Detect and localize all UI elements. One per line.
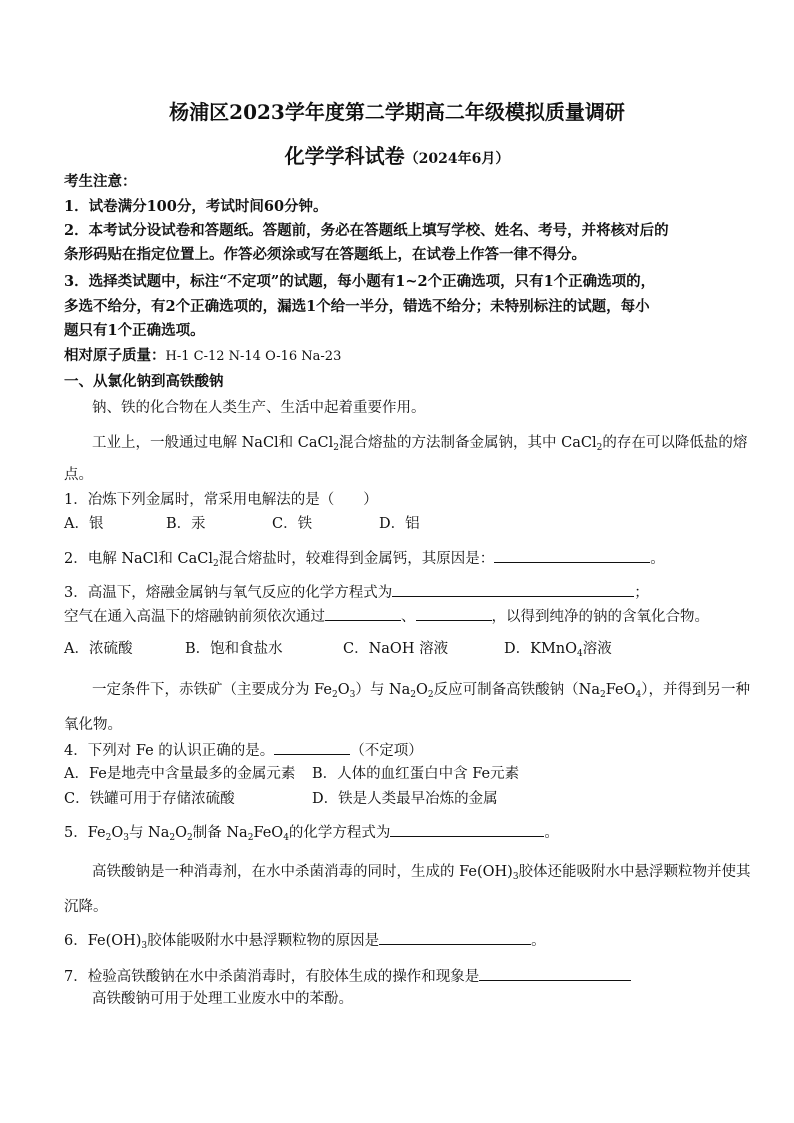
section-intro: 钠、铁的化合物在人类生产、生活中起着重要作用。 — [92, 400, 426, 416]
q4-option-c: C．铁罐可用于存储浓硫酸 — [64, 791, 235, 807]
question-2: 2．电解 NaCl和 CaCl$_2$混合熔盐时，较难得到金属钙，其原因是： 。 — [64, 548, 665, 569]
q1-option-c: C．铁 — [272, 516, 313, 532]
exam-date: （2024年6月） — [404, 151, 510, 167]
q3-blank-1[interactable] — [325, 606, 401, 621]
question-3b: 空气在通入高温下的熔融钠前须依次通过 、 ，以得到纯净的钠的含氧化合物。 — [64, 606, 709, 627]
q3-option-d: D．KMnO$_4$溶液 — [504, 641, 612, 659]
q1-option-a: A．银 — [64, 516, 104, 532]
q4-answer-blank[interactable] — [274, 740, 350, 755]
q1-option-d: D．铝 — [379, 516, 420, 532]
question-6: 6．$Fe(OH)_3$胶体能吸附水中悬浮颗粒物的原因是 。 — [64, 930, 546, 951]
q3-blank-2[interactable] — [416, 606, 492, 621]
q3-option-a: A．浓硫酸 — [64, 641, 133, 657]
notice-item-3b: 多选不给分，有2个正确选项的，漏选1个给一半分，错选不给分；未特别标注的试题，每小 — [64, 298, 650, 315]
exam-subtitle — [0, 140, 794, 169]
atomic-mass-values: H-1 C-12 N-14 O-16 Na-23 — [165, 349, 342, 364]
paragraph-2-end: 氧化物。 — [64, 717, 122, 733]
notice-item-3c: 题只有1个正确选项。 — [64, 322, 205, 339]
paragraph-2: 一定条件下，赤铁矿（主要成分为 $Fe_2O_3$）与 $Na_2O_2$反应可制备高铁酸钠$(Na_2FeO_4)$，并得到另一种 — [92, 682, 750, 700]
q4-option-b: B．人体的血红蛋白中含 Fe元素 — [312, 766, 520, 782]
q3-option-b: B．饱和食盐水 — [185, 641, 283, 657]
q1-option-b: B．汞 — [166, 516, 206, 532]
q4-option-a: A．Fe是地壳中含量最多的金属元素 — [64, 766, 296, 782]
exam-title: 杨浦区2023学年度第二学期高二年级模拟质量调研 — [169, 100, 625, 124]
notice-item-1: 1．试卷满分100分，考试时间60分钟。 — [64, 198, 328, 215]
question-7: 7．检验高铁酸钠在水中杀菌消毒时，有胶体生成的操作和现象是 — [64, 966, 631, 987]
q6-answer-blank[interactable] — [379, 930, 531, 945]
paragraph-3: 高铁酸钠是一种消毒剂，在水中杀菌消毒的同时，生成的 $Fe(OH)_3$胶体还能吸附水中悬浮颗粒物并使其 — [92, 864, 751, 882]
q4-option-d: D．铁是人类最早冶炼的金属 — [312, 791, 498, 807]
notice-item-2b: 条形码贴在指定位置上。作答必须涂或写在答题纸上，在试卷上作答一律不得分。 — [64, 246, 586, 263]
question-1: 1．冶炼下列金属时，常采用电解法的是（ ） — [64, 492, 378, 508]
section-heading: 一、从氯化钠到高铁酸钠 — [64, 373, 224, 390]
atomic-mass-label: 相对原子质量： — [64, 347, 166, 364]
question-5: 5．$Fe_2O_3$与 $Na_2O_2$制备 $Na_2FeO_4$的化学方程式为 。 — [64, 822, 559, 843]
subject-title: 化学学科试卷 — [284, 144, 405, 168]
notice-heading: 考生注意： — [64, 173, 137, 190]
q7-answer-blank[interactable] — [479, 966, 631, 981]
notice-item-2a: 2．本考试分设试卷和答题纸。答题前，务必在答题纸上填写学校、姓名、考号，并将核对后的 — [64, 222, 669, 239]
paragraph-4: 高铁酸钠可用于处理工业废水中的苯酚。 — [92, 991, 353, 1007]
paragraph-1: 工业上，一般通过电解 NaCl和 CaCl$_2$混合熔盐的方法制备金属钠，其中 CaCl$_2$的存在可以降低盐的熔 — [92, 435, 748, 453]
paragraph-1-end: 点。 — [64, 467, 93, 483]
atomic-mass-line — [64, 346, 341, 367]
q2-answer-blank[interactable] — [494, 548, 650, 563]
question-4: 4．下列对 Fe 的认识正确的是。 （不定项） — [64, 740, 423, 761]
notice-item-3a: 3．选择类试题中，标注“不定项”的试题，每小题有1~2个正确选项，只有1个正确选项的， — [64, 273, 656, 290]
paragraph-3-end: 沉降。 — [64, 899, 108, 915]
question-3a: 3．高温下，熔融金属钠与氧气反应的化学方程式为 ； — [64, 582, 649, 603]
q3-option-c: C．NaOH 溶液 — [343, 641, 449, 657]
q5-answer-blank[interactable] — [390, 822, 544, 837]
q3-equation-blank[interactable] — [392, 582, 634, 597]
